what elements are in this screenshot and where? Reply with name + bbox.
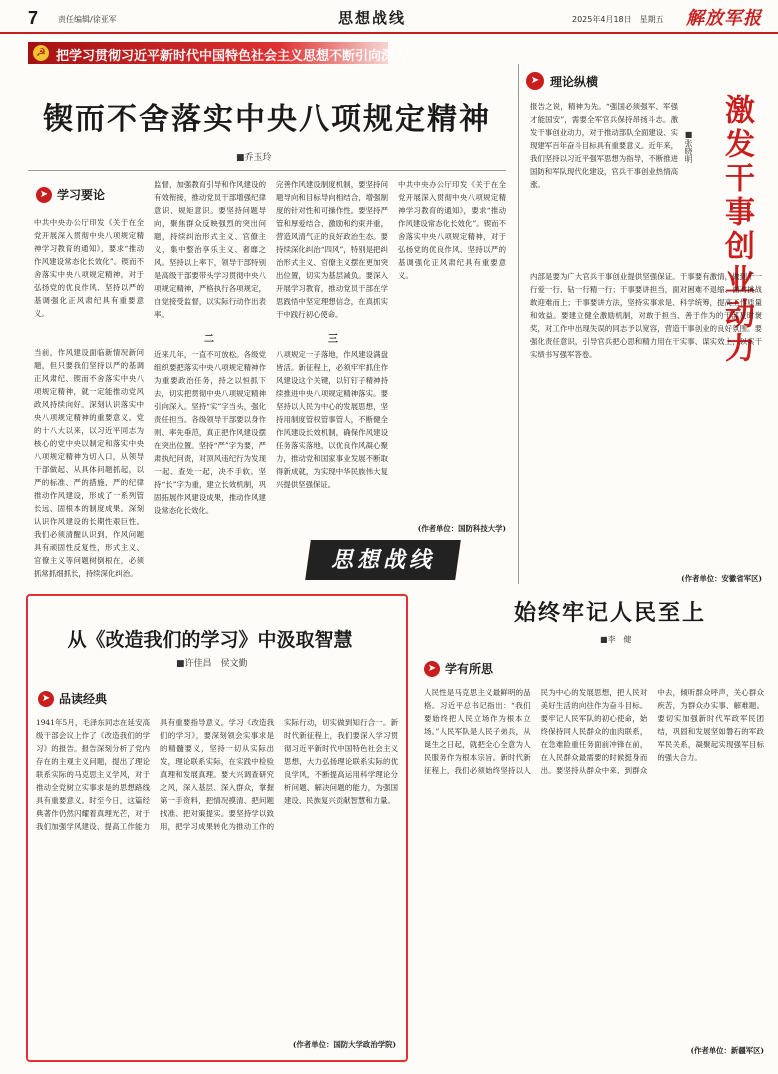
main-article-body-6: 中共中央办公厅印发《关于在全党开展深入贯彻中央八项规定精神学习教育的通知》，要求“推动作风建设常态化长效化”。锲而不舍落实中央八项规定精神，对于弘扬党的优良作风、坚持以严的基调强化正风肃纪具有重要意义。 — [398, 180, 506, 280]
theme-banner — [28, 42, 408, 64]
right-article-title: 始终牢记人民至上 — [513, 601, 706, 626]
main-article-source: (作者单位：国防科技大学) — [417, 524, 506, 533]
arrow-icon: ➤ — [424, 661, 440, 677]
banner-text: 把学习贯彻习近平新时代中国特色社会主义思想不断引向深入 — [56, 49, 408, 64]
boxed-article-title: 从《改造我们的学习》中汲取智慧 — [67, 629, 353, 651]
reflection-label: 学有所思 — [445, 662, 494, 676]
headline-divider — [28, 170, 506, 171]
right-article-author: ■李 健 — [600, 635, 632, 644]
main-article-body-4: 八项规定一子落地，作风建设满盘皆活。新征程上，必须牢牢抓住作风建设这个关键，以钉钉子精神持续推进中央八项规定精神落实。要坚持以人民为中心的发展思想，坚持用制度管权管事管人，不断健全作风建设长效机制，确保作风建设任务落实落地，以优良作风凝心聚力，推动党和国家事业发展不断取得新成就，为实现中华民族伟大复兴提供坚强保证。 — [276, 350, 388, 489]
main-article-author: ■乔玉玲 — [236, 153, 272, 163]
main-article-body-2: 监督，加强教育引导和作风建设的有效衔接，推动党员干部增强纪律意识、规矩意识。要坚持问题导向，聚焦群众反映强烈的突出问题，持续纠治形式主义、官僚主义，集中整治享乐主义、奢靡之风。坚持以上率下，领导干部特别是高级干部要带头学习贯彻中央八项规定精神，严格执行各项规定，自觉接受监督，以实际行动作出表率。 — [154, 180, 266, 319]
classic-reading-tag — [38, 690, 107, 707]
page-number: 7 — [28, 8, 39, 28]
section-numeral-3: 三 — [328, 334, 338, 345]
theory-body-top: 报告之说，精神为先。“强国必须强军、军强才能国安”，需要全军官兵保持昂扬斗志。激发干事创业动力，对于推动部队全面建设、实现建军百年奋斗目标具有重要意义。近年来，我们坚持以习近平强军思想为指导，不断推进国防和军队现代化建设，官兵干事创业热情高涨。 — [530, 102, 678, 189]
right-article-body: 人民性是马克思主义最鲜明的品格。习近平总书记指出：“我们要始终把人民立场作为根本立场。”人民军队是人民子弟兵，从诞生之日起，就把全心全意为人民服务作为根本宗旨。新时代新征程上，我们必须始终坚持以人民为中心的发展思想，把人民对美好生活的向往作为奋斗目标。要牢记人民军队的初心使命，始终保持同人民群众的血肉联系，在急难险重任务面前冲锋在前，在人民群众最需要的时候挺身而出。要坚持从群众中来、到群众中去，倾听群众呼声，关心群众疾苦，为群众办实事、解难题。要切实加强新时代军政军民团结，巩固和发展坚如磐石的军政军民关系，凝聚起实现强军目标的强大合力。 — [424, 688, 764, 775]
theory-title: 激发干事创业动力 — [719, 94, 754, 366]
arrow-icon: ➤ — [526, 72, 544, 90]
right-article-source: (作者单位：新疆军区) — [690, 1046, 764, 1055]
theory-tag — [526, 72, 598, 90]
column-divider — [518, 64, 519, 584]
theory-body-bottom: 内部是要为广大官兵干事创业提供坚强保证。干事要有激情，做到干一行爱一行、钻一行精一行；干事要讲担当，面对困难不退缩、面对挑战敢迎难而上；干事要讲方法，坚持实事求是、科学统筹，提高工作质量和效益。要建立健全激励机制，对敢于担当、善于作为的干部及时褒奖，对工作中出现失误的同志予以宽容，营造干事创业的良好氛围。要强化责任意识，引导官兵把心思和精力用在干实事、谋实效上，以实干实绩书写强军答卷。 — [530, 272, 762, 359]
classic-reading-label: 品读经典 — [59, 692, 108, 706]
main-article-body-3: 近来几年，一直不可放松。各级党组织要把落实中央八项规定精神作为重要政治任务，持之以恒抓下去，切实把贯彻中央八项规定精神引向深入。坚持“实”字当头，强化责任担当。各级领导干部要以身作则、率先垂范，真正把作风建设摆在突出位置。坚持“严”字为要，严肃执纪问责，对顶风违纪行为发现一起、查处一起，决不手软。坚持“长”字为重，建立长效机制，巩固拓展作风建设成果，推动作风建设常态化长效化。 — [154, 350, 266, 515]
theory-tag-label: 理论纵横 — [550, 74, 599, 89]
boxed-article-author: ■许佳昌 侯文勤 — [176, 659, 248, 669]
section-title: 思想战线 — [338, 9, 407, 27]
main-article-body-5: 完善作风建设制度机制，要坚持问题导向和目标导向相结合，增强制度的针对性和可操作性。要坚持严管和厚爱结合、激励和约束并重，营造风清气正的良好政治生态。要持续深化纠治“四风”，特别是把纠治形式主义、官僚主义摆在更加突出位置，切实为基层减负。要深入开展学习教育，推动党员干部在学思践悟中坚定理想信念，在真抓实干中践行初心使命。 — [276, 180, 388, 319]
reflection-tag — [424, 660, 493, 677]
main-article-title: 锲而不舍落实中央八项规定精神 — [43, 102, 491, 137]
theory-source: (作者单位：安徽省军区) — [681, 574, 762, 583]
main-article-lead: 中共中央办公厅印发《关于在全党开展深入贯彻中央八项规定精神学习教育的通知》，要求“推动作风建设常态化长效化”。锲而不舍落实中央八项规定精神，对于弘扬党的优良作风、坚持以严的基调强化正风肃纪具有重要意义。 — [34, 218, 144, 318]
boxed-article-body: 1941年5月，毛泽东同志在延安高级干部会议上作了《改造我们的学习》的报告。报告深刻分析了党内存在的主观主义问题，提出了理论联系实际的马克思主义学风，对于推动全党树立实事求是的思想路线具有重要意义。时至今日，这篇经典著作仍然闪耀着真理光芒，对于我们加强学风建设、提高工作能力具有重要指导意义。学习《改造我们的学习》，要深刻领会实事求是的精髓要义，坚持一切从实际出发，理论联系实际，在实践中检验真理和发展真理。要大兴调查研究之风，深入基层、深入群众，掌握第一手资料，把情况摸清、把问题找准、把对策提实。要坚持学以致用，把学习成果转化为推动工作的实际行动，切实做到知行合一。新时代新征程上，我们要深入学习贯彻习近平新时代中国特色社会主义思想，大力弘扬理论联系实际的优良学风，不断提高运用科学理论分析问题、解决问题的能力，为强国建设、民族复兴贡献智慧和力量。 — [36, 718, 398, 831]
calligraphy-text: 思想战线 — [330, 547, 435, 573]
arrow-icon: ➤ — [36, 187, 52, 203]
study-essay-label: 学习要论 — [57, 188, 106, 202]
arrow-icon: ➤ — [38, 691, 54, 707]
study-essay-tag — [36, 186, 105, 203]
section-calligraphy — [305, 540, 461, 580]
section-numeral-2: 二 — [204, 334, 214, 345]
boxed-article-source: (作者单位：国防大学政治学院) — [292, 1040, 396, 1049]
theory-author: ■张晓明 — [684, 130, 693, 163]
page-header — [0, 0, 778, 34]
editors-line: 责任编辑/徐亚军 — [58, 15, 117, 24]
main-article-body-1: 当前，作风建设面临新情况新问题，但只要我们坚持以严的基调正风肃纪、锲而不舍落实中央八项规定精神，就一定能推动党风政风持续向好。深刻认识落实中央八项规定精神的重要意义。党的十八大以来，以习近平同志为核心的党中央以制定和落实中央八项规定精神为切入口，从领导干部做起、从具体问题抓起，以严的标准、严的措施、严的纪律推动作风建设，形成了一系列管长远、固根本的制度成果。深刻认识作风建设的长期性艰巨性。我们必须清醒认识到，作风问题具有顽固性反复性，形式主义、官僚主义等问题树倒根在，必须抓常抓细抓长，持续深化纠治。 — [34, 348, 144, 578]
newspaper-logo: 解放军报 — [686, 8, 762, 29]
party-emblem-icon: ☭ — [33, 45, 49, 61]
issue-date: 2025年4月18日 星期五 — [572, 15, 664, 24]
